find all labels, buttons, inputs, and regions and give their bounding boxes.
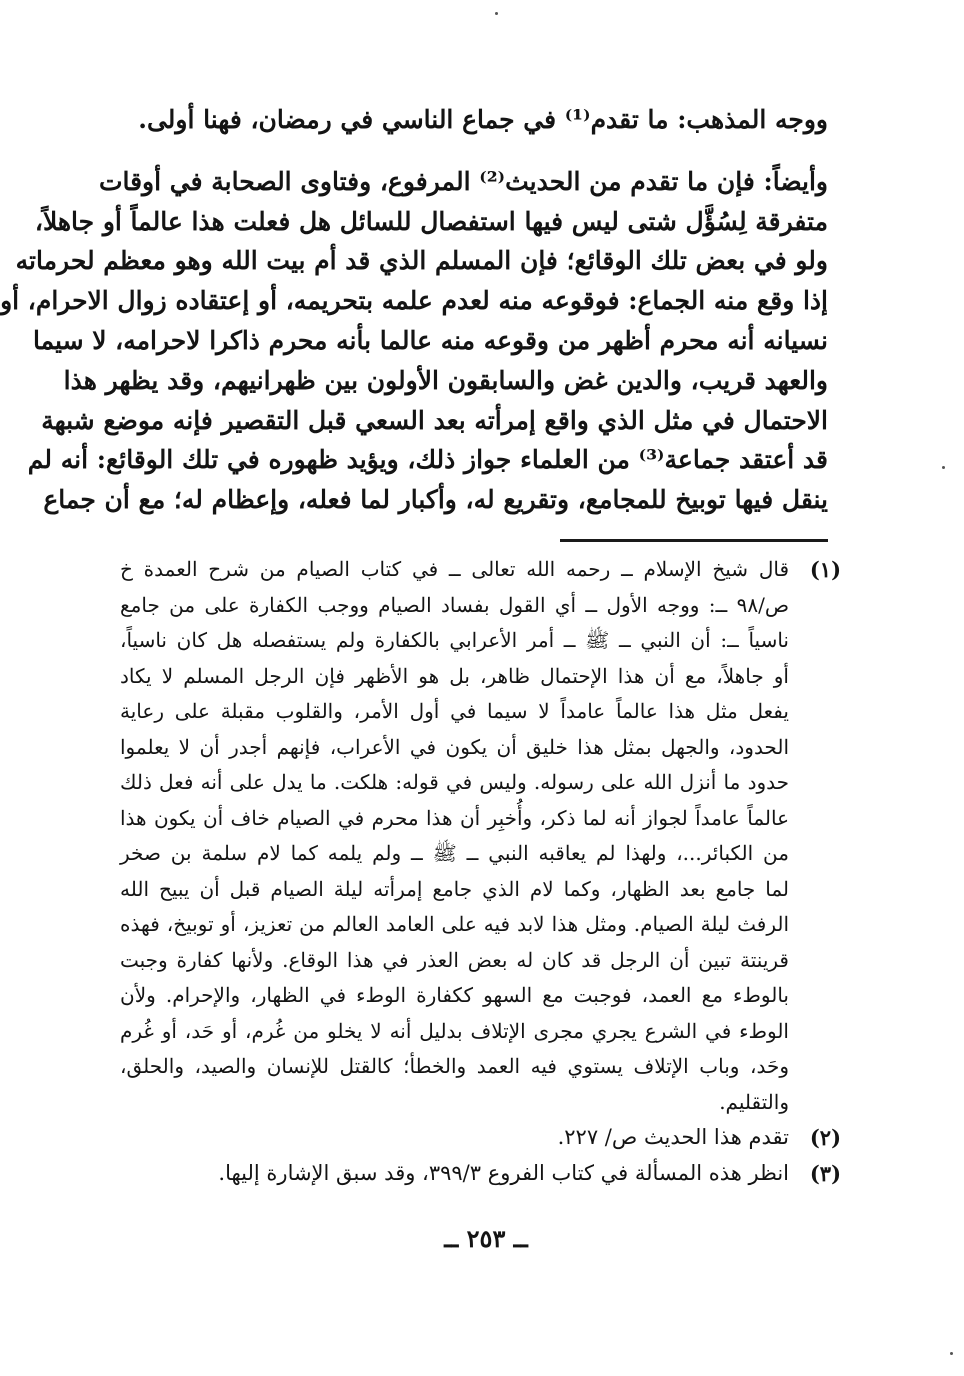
footnote-line: الوطء في الشرع يجري مجرى الإتلاف بدليل أنه لا يخلو من غُرم، أو حَد، أو غُرم [120,1018,789,1043]
footnote-line: عالماً عامداً لجواز أنه لما ذكر، وأُخبِر أن هذا محرم في الصيام خاف أن يكون هذا [120,805,789,830]
footnote-separator [560,539,828,542]
footnote-line: بالوطء مع العمد، فوجبت مع السهو ككفارة الوطء في الظهار، والإحرام. ولأن [120,983,789,1007]
footnote-line: أو جاهلاً، مع أن هذا الإحتمال ظاهر، بل هو الأظهر فإن الرجل المسلم لا يكاد [120,663,789,688]
footnote-line: يفعل مثل هذا عالماً عامداً لا سيما في أول الأمر، والقلوب مقبلة على رعاية [120,699,789,723]
scan-speck [495,12,498,15]
paragraph-2 [0,162,828,520]
footnote-line: الرفث ليلة الصيام. ومثل هذا لابد فيه على العامد العالم من تعزيز، أو توبيخ، فهذه [120,912,789,936]
footnotes [120,552,841,1191]
footnote-3 [120,1156,841,1192]
footnote-line: حدود ما أنزل الله على رسوله. وليس في قوله: هلكت. ما يدل على أنه فعل ذلك [120,770,789,794]
text-line: ووجه المذهب: ما تقدم⁽¹⁾ في جماع الناسي في رمضان، فهنا أولى. [138,105,828,134]
scan-speck [942,466,945,469]
footnote-line: ص/٩٨ ــ: ووجه الأول ــ أي القول بفساد الصيام ووجب الكفارة على من جامع [120,592,789,617]
footnote-line: ناسياً ــ: أن النبي ــ ﷺ ــ أمر الأعرابي بالكفارة ولم يستفصله هل كان ناسياً، [120,628,789,652]
footnote-number: (٣) [809,1160,841,1186]
page-number: ــ ٢٥٣ ــ [444,1224,528,1253]
footnote-line: والتقليم. [719,1089,789,1114]
text-line: متفرقة لِسُؤَّل شتى ليس فيها استفصال للسائل هل فعلت هذا عالماً أو جاهلاً، [34,206,828,236]
main-text [0,100,828,520]
text-line: وأيضاً: فإن ما تقدم من الحديث⁽²⁾ المرفوع، وفتاوى الصحابة في أوقات [98,166,828,196]
text-line: والعهد قريب، والدين غض والسابقون الأولون بين ظهرانيهم، وقد يظهر هذا [63,365,828,395]
text-line: قد أعتقد جماعة⁽³⁾ من العلماء جواز ذلك، ويؤيد ظهوره في تلك الوقائع: أنه لم [27,445,828,475]
scan-speck [950,1352,953,1355]
footnote-1 [120,552,841,1120]
text-line: ينقل فيها توبيخ للمجامع، وتقريع له، وأكبار لما فعله، وإعظام له؛ مع أن جماع [43,485,828,515]
footnote-2 [120,1120,841,1156]
footnote-line: قال شيخ الإسلام ــ رحمه الله تعالى ــ في كتاب الصيام من شرح العمدة خ [120,557,789,581]
footnote-line: الحدود، والجهل بمثل هذا خليق أن يكون في الأعراب، فإنهم أجدر أن لا يعلموا [120,734,789,759]
text-line: الاحتمال في مثل الذي واقع إمرأته بعد السعي قبل التقصير فإنه موضع شبهة [41,405,828,435]
footnote-number: (٢) [809,1125,841,1150]
footnote-line: تقدم هذا الحديث ص/ ٢٢٧. [557,1125,789,1149]
footnote-line: وحَد، وباب الإتلاف يستوي فيه العمد والخطأ؛ كالقتل للإنسان والصيد، والحلق، [120,1054,789,1078]
text-line: إذا وقع منه الجماع: فوقوعه منه لعدم علمه بتحريمه، أو إعتقاده زوال الاحرام، أو [0,286,828,316]
paragraph-1 [138,100,828,140]
footnote-line: قرينتة تبين أن الرجل قد كان له بعض العذر في هذا الوقاع. ولأنها كفارة وجبت [120,947,789,972]
text-line: نسيانه أنه محرم أظهر من وقوعه منه عالما بأنه محرم ذاكرا لاحرامه، لا سيما [32,325,828,355]
text-line: ولو في بعض تلك الوقائع؛ فإن المسلم الذي قد أم بيت الله وهو معظم لحرماته [15,246,828,276]
footnote-line: لما جامع بعد الظهار، وكما لام الذي جامع إمرأته ليلة الصيام قبل أن يبيح الله [120,876,789,901]
footnote-number: (١) [809,557,841,582]
footnote-line: من الكبائر...، ولهذا لم يعاقبه النبي ــ ﷺ ــ ولم يلمه كما لام سلمة بن صخر [120,841,789,865]
footnote-line: انظر هذه المسألة في كتاب الفروع ٣٩٩/٣، وقد سبق الإشارة إليها. [218,1160,789,1185]
